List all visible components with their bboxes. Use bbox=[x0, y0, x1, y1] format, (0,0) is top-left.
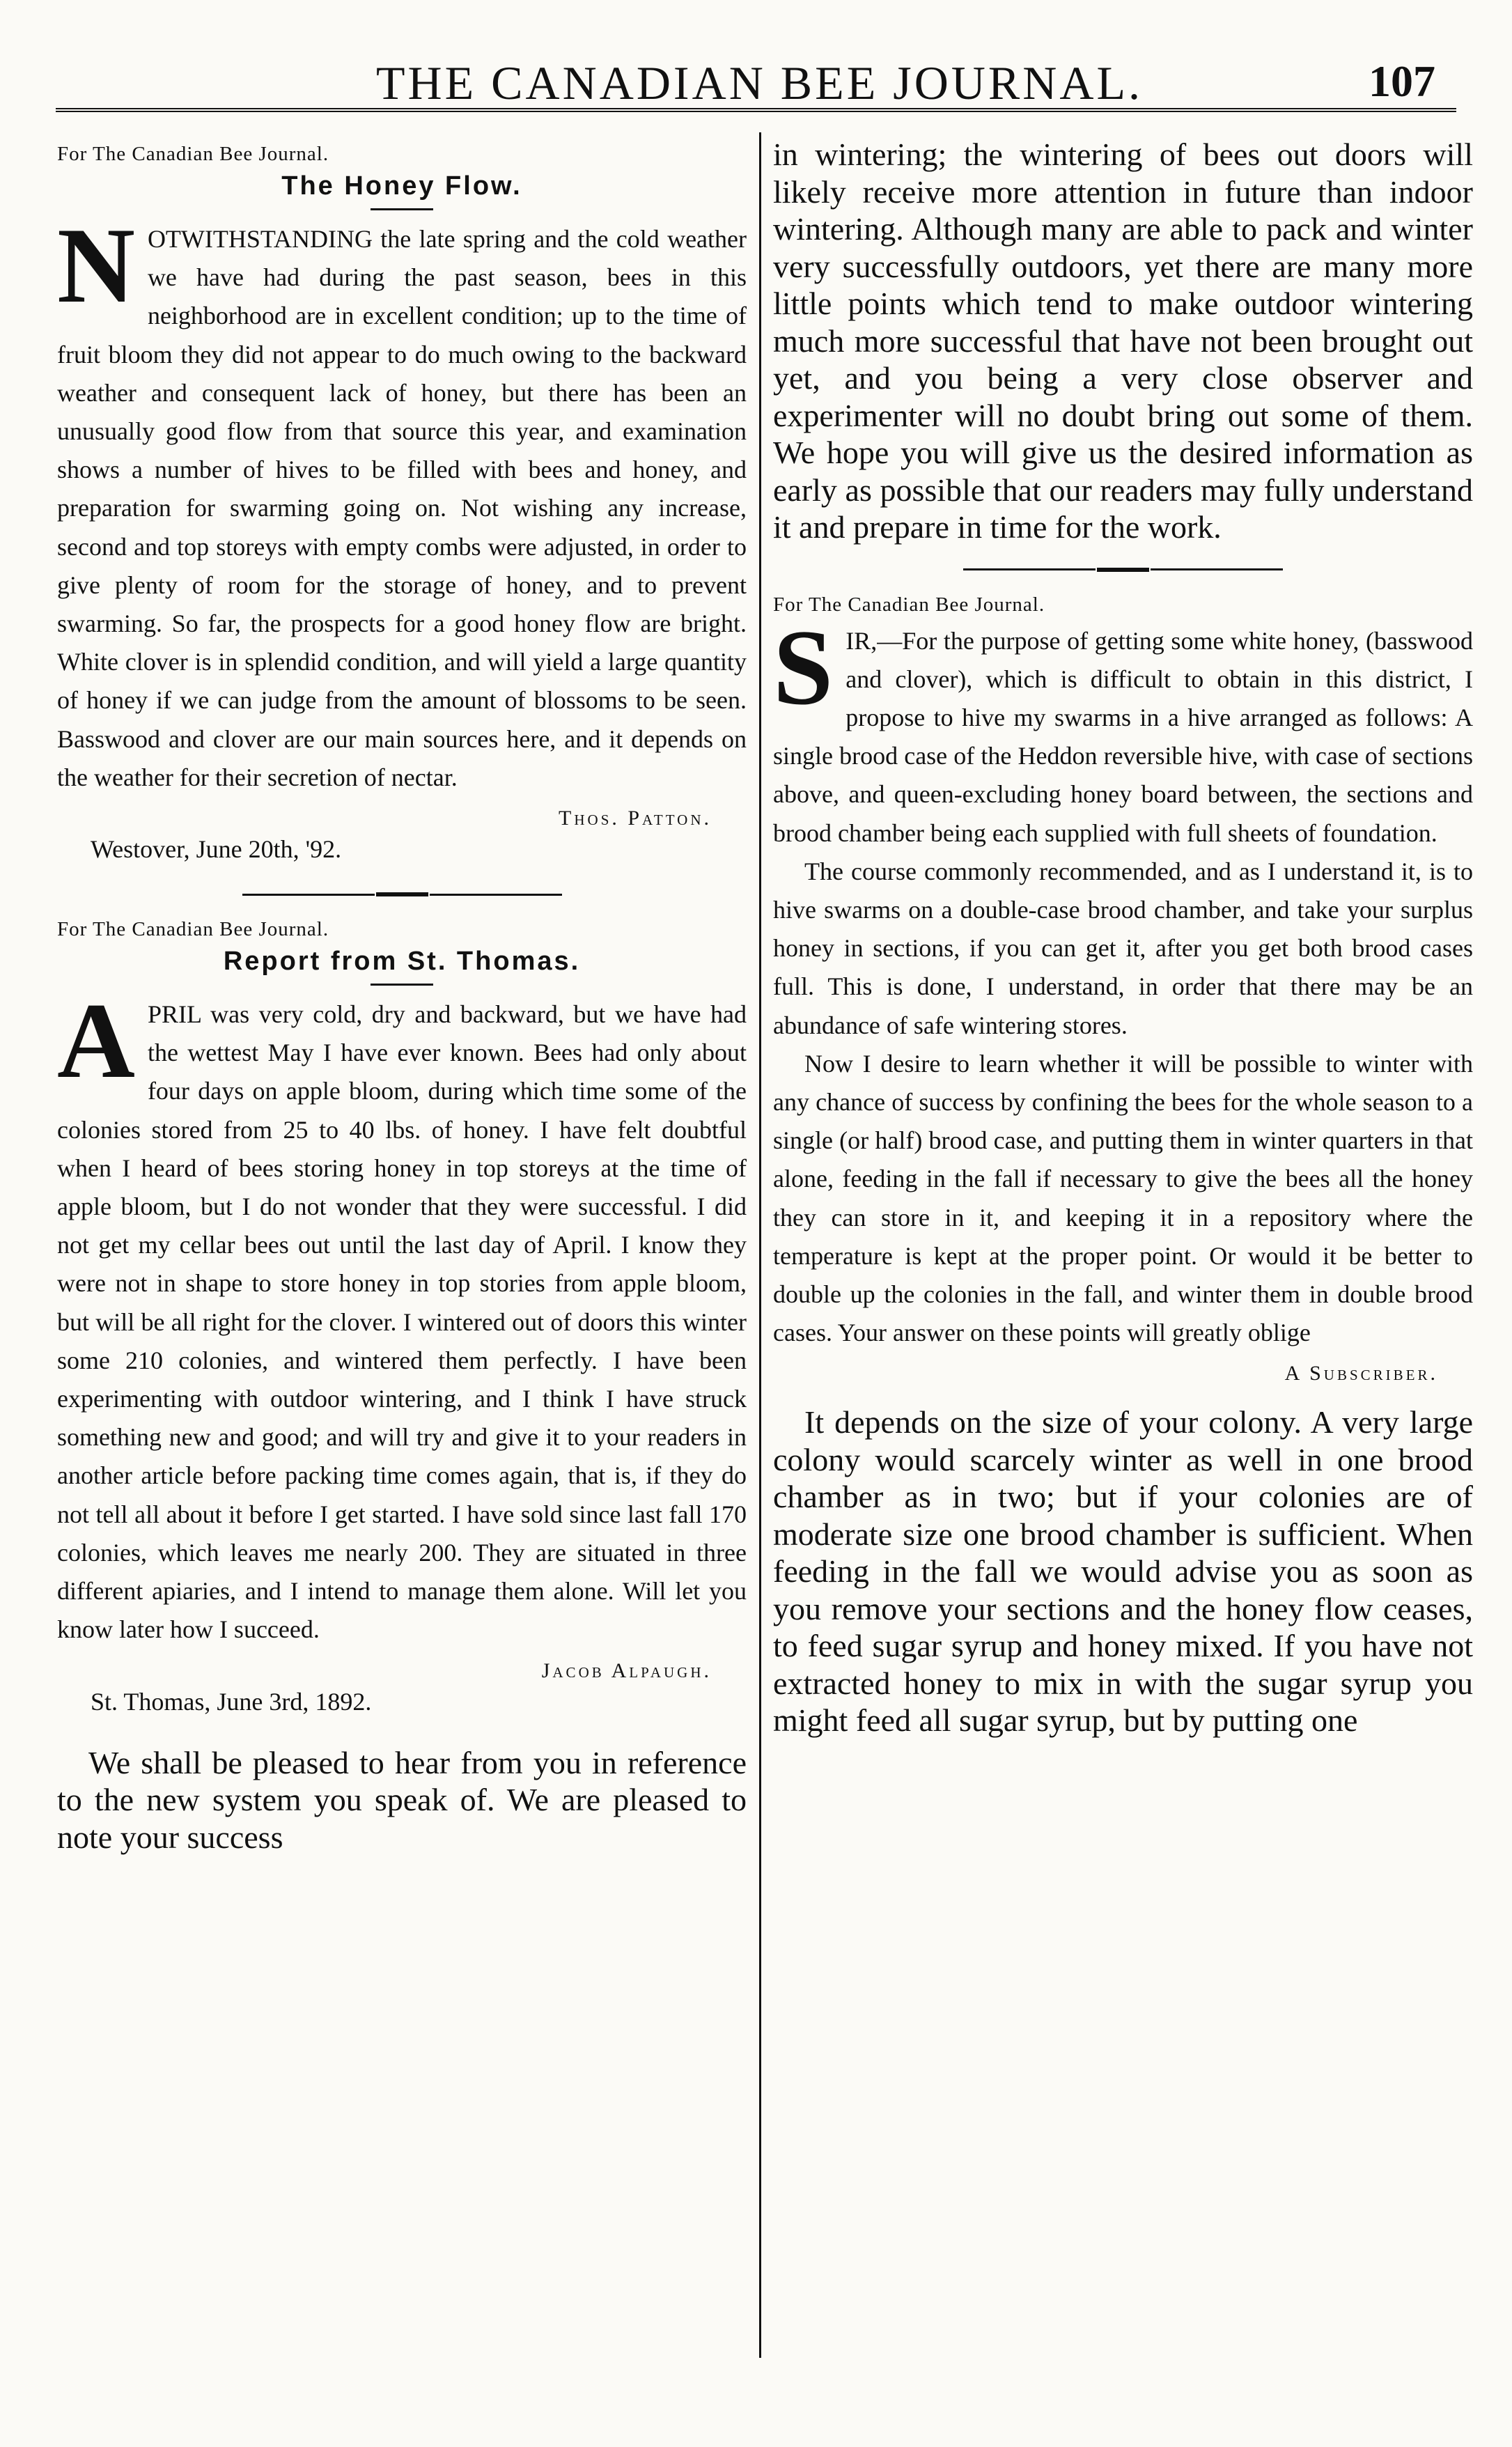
article-title: The Honey Flow. bbox=[281, 171, 522, 201]
article-body bbox=[57, 981, 747, 1649]
ornament-divider bbox=[773, 556, 1473, 584]
letter-subscriber bbox=[773, 593, 1473, 1386]
editorial-continued: in wintering; the wintering of bees out doors will likely receive more attention in future than indoor wintering. Although many are able to pack and winter very successfully outdoors, yet there are many more little points which tend to make outdoor wintering much more successful that have not been brought out yet, and you being a very close observer and experimenter will no doubt bring out some of them. We hope you will give us the desired information as early as possible that our readers may fully understand it and prepare in time for the work. bbox=[773, 137, 1473, 545]
ornament-divider bbox=[57, 880, 747, 908]
drop-cap: N bbox=[57, 205, 135, 325]
letter-paragraph: Now I desire to learn whether it will be possible to winter with any chance of success by confining the bees for the whole season to a single (or half) brood case, and putting them in winter quarters in that alone, feeding in the fall if necessary to give the bees all the honey they can store in it, and keeping it in a repository where the temperature is kept at the proper point. Or would it be better to double up the colonies in the fall, and winter them in double brood cases. Your answer on these points will greatly oblige bbox=[773, 1049, 1473, 1347]
article-text: OTWITHSTANDING the late spring and the cold weather we have had during the past season, bees in this neighborhood are in excellent condition; up to the time of fruit bloom they did not appear to do much owing to the backward weather and consequent lack of honey, but there has been an unusually good flow from that source this year, and examination shows a number of hives to be filled with bees and honey, and preparation for swarming going on. Not wishing any increase, second and top storeys with empty combs were adjusted, in order to give plenty of room for the storage of honey, and to prevent swarming. So far, the prospects for a good honey flow are bright. White clover is in splendid condition, and will yield a large quantity of honey if we can judge from the amount of blossoms to be seen. Basswood and clover are our main sources here, and it depends on the weather for their secretion of nectar. bbox=[57, 225, 747, 791]
title-rule bbox=[371, 208, 433, 210]
column-divider bbox=[759, 132, 761, 2358]
article-signature: Jacob Alpaugh. bbox=[541, 1658, 712, 1682]
letter-paragraph: The course commonly recommended, and as I understand it, is to hive swarms on a double-case brood chamber, and take your surplus honey in sections, if you can get it, after you get both brood cases full. This is done, I understand, in order that there may be an abundance of safe wintering stores. bbox=[773, 857, 1473, 1039]
drop-cap: A bbox=[57, 981, 135, 1101]
article-source-line: For The Canadian Bee Journal. bbox=[57, 918, 329, 941]
article-title: Report from St. Thomas. bbox=[223, 947, 581, 977]
letter-signature: A Subscriber. bbox=[1284, 1362, 1438, 1385]
running-head bbox=[56, 42, 1463, 118]
journal-title: THE CANADIAN BEE JOURNAL. bbox=[375, 56, 1144, 109]
drop-cap: S bbox=[773, 607, 834, 727]
page-number: 107 bbox=[1369, 56, 1435, 106]
letter-source-line: For The Canadian Bee Journal. bbox=[773, 593, 1045, 616]
editorial-reply: It depends on the size of your colony. A very large colony would scarcely winter as well in one brood chamber as in two; but if your colonies are of moderate size one brood chamber is sufficient. When feeding in the fall we would advise you as soon as you remove your sections and the honey flow ceases, to feed sugar syrup and honey mixed. If you have not extracted honey to mix in with the sugar syrup you might feed all sugar syrup, but by putting one bbox=[773, 1404, 1473, 1739]
editorial-reply: We shall be pleased to hear from you in reference to the new system you speak of. We are pleased to note your success bbox=[57, 1744, 747, 1855]
letter-paragraph bbox=[773, 607, 1473, 853]
left-column bbox=[57, 136, 747, 1856]
article-signature: Thos. Patton. bbox=[559, 807, 712, 830]
article-text: PRIL was very cold, dry and backward, but we have had the wettest May I have ever known. Bees had only about four days on apple bloom, during which time some of the colonies stored from 25 to 40 lbs. of honey. I have felt doubtful when I heard of bees storing honey in top storeys at the time of apple bloom, but I do not wonder that they were successful. I did not get my cellar bees out until the last day of April. I know they were not in shape to store honey in top stories from apple bloom, but will be all right for the clover. I wintered out of doors this winter some 210 colonies, and wintered them perfectly. I have been experimenting with outdoor wintering, and I think I have struck something new and good; and will try and give it to your readers in another article before packing time comes again, that is, if they do not tell all about it before I get started. I have sold since last fall 170 colonies, which leaves me nearly 200. They are situated in three different apiaries, and I intend to manage them alone. Will let you know later how I succeed. bbox=[57, 1000, 747, 1644]
header-rule bbox=[56, 108, 1456, 112]
article-dateline: St. Thomas, June 3rd, 1892. bbox=[91, 1687, 372, 1716]
article-st-thomas bbox=[57, 918, 747, 1716]
right-column bbox=[773, 136, 1473, 1739]
article-dateline: Westover, June 20th, '92. bbox=[91, 835, 342, 864]
title-rule bbox=[371, 984, 433, 986]
article-honey-flow bbox=[57, 143, 747, 864]
article-body bbox=[57, 205, 747, 797]
article-source-line: For The Canadian Bee Journal. bbox=[57, 143, 329, 165]
letter-text: IR,—For the purpose of getting some white honey, (basswood and clover), which is difficult to obtain in this district, I propose to hive my swarms in a hive arranged as follows: A single brood case of the Heddon reversible hive, with case of sections above, and queen-excluding honey board between, the sections and brood chamber being each supplied with full sheets of foundation. bbox=[773, 626, 1473, 847]
